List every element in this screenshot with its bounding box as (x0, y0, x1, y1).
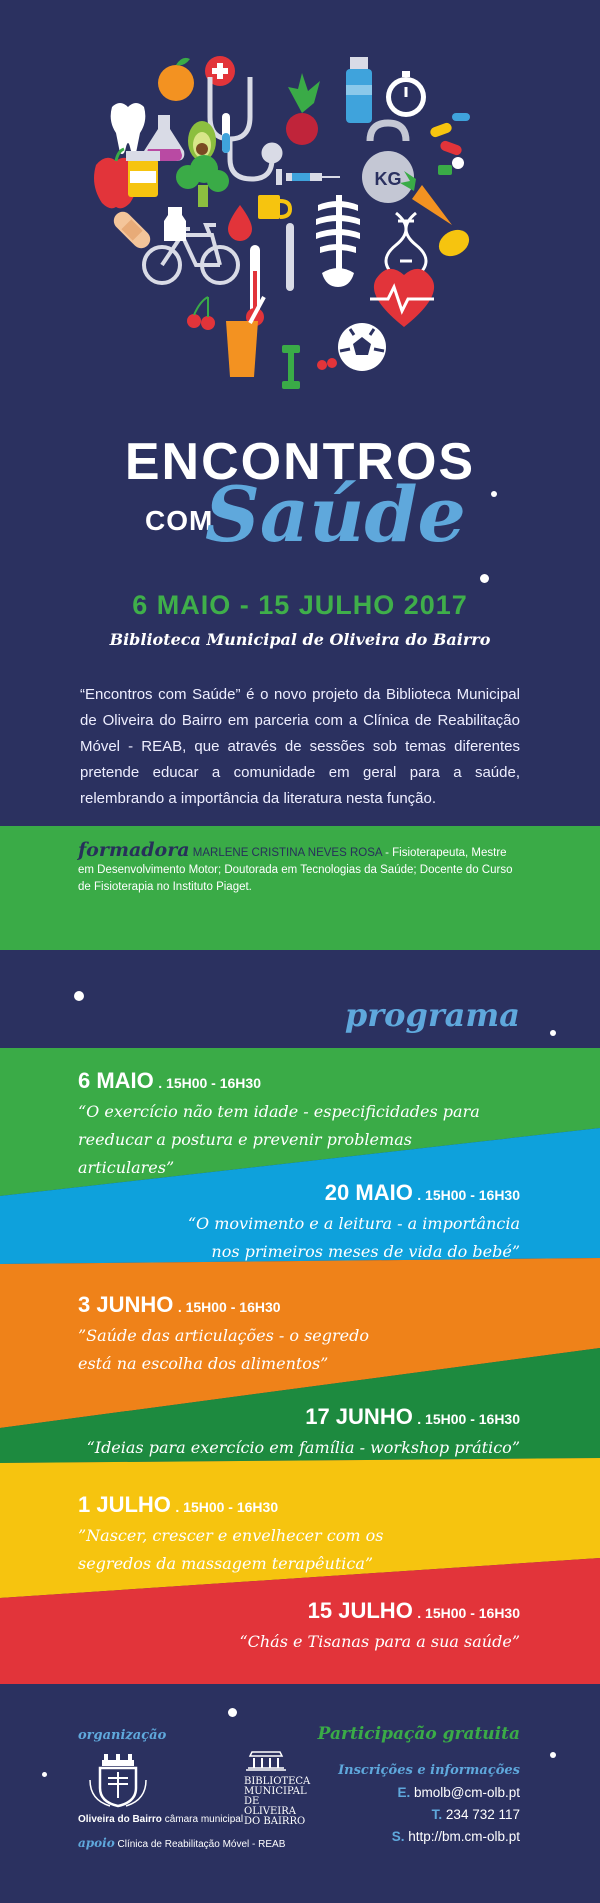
site-value[interactable]: http://bm.cm-olb.pt (404, 1829, 520, 1844)
phone-value[interactable]: 234 732 117 (442, 1807, 520, 1822)
email-label: E. (397, 1785, 411, 1800)
municipio-name: Oliveira do Bairro (78, 1814, 162, 1825)
event-4 (40, 1404, 520, 1462)
event-3 (78, 1292, 558, 1378)
biblioteca-text (244, 1777, 314, 1827)
water-bottle-icon (346, 57, 372, 123)
decorative-dot (550, 1752, 556, 1758)
contact-site[interactable] (338, 1826, 520, 1848)
milk-icon (164, 207, 186, 241)
event-talk: ”Saúde das articulações - o segredo está na escolha dos alimentos” (78, 1326, 369, 1373)
event-talk: ”Nascer, crescer e envelhecer com os segredos da massagem terapêutica” (78, 1526, 384, 1573)
municipal-coat-of-arms-icon (88, 1750, 148, 1808)
programa-title: programa (344, 996, 520, 1034)
contact-phone[interactable] (338, 1804, 520, 1826)
trainer-info (78, 839, 520, 896)
event-talk: “Chás e Tisanas para a sua saúde” (239, 1632, 520, 1651)
title-com: COM (145, 505, 214, 536)
decorative-dot (228, 1708, 237, 1717)
event-time: . 15H00 - 16H30 (417, 1187, 520, 1203)
intro-paragraph: “Encontros com Saúde” é o novo projeto da Biblioteca Municipal de Oliveira do Bairro em parceria com a Clínica de Reabilitação Móvel - REAB, que através de sessões sob temas diferentes pretende educar a comunidade em geral para a saúde, relembrando a importância da literatura nesta função. (80, 686, 520, 807)
trainer-label: formadora (78, 839, 190, 861)
phone-label: T. (431, 1807, 443, 1822)
event-dates: 6 MAIO - 15 JULHO 2017 (132, 590, 468, 620)
participacao-gratuita: Participação gratuita (317, 1724, 520, 1744)
biblioteca-line: MUNICIPAL (244, 1786, 307, 1797)
mug-icon (258, 195, 290, 219)
stethoscope-icon (210, 77, 280, 179)
event-time: . 15H00 - 16H30 (417, 1605, 520, 1621)
event-6 (40, 1598, 520, 1656)
decorative-dot (480, 574, 489, 583)
beet-icon (286, 73, 320, 145)
site-label: S. (391, 1829, 405, 1844)
kettlebell-icon (362, 123, 414, 203)
event-time: . 15H00 - 16H30 (417, 1411, 520, 1427)
test-tube-icon (222, 113, 230, 153)
dna-icon (386, 213, 426, 277)
biblioteca-line: DE OLIVEIRA (244, 1796, 297, 1817)
contact-info (338, 1760, 520, 1848)
biblioteca-logo (244, 1750, 314, 1827)
cherries-icon (187, 297, 215, 330)
apoio-label: apoio (78, 1836, 115, 1850)
event-date: 15 JULHO (307, 1598, 413, 1623)
decorative-dot (42, 1772, 47, 1777)
apoio-text: Clínica de Reabilitação Móvel - REAB (114, 1839, 286, 1850)
decorative-dot (550, 1030, 556, 1036)
event-date: 6 MAIO (78, 1068, 154, 1093)
tooth-icon (111, 103, 146, 154)
bandage-icon (110, 208, 154, 252)
event-date: 1 JULHO (78, 1492, 171, 1517)
event-5 (78, 1492, 558, 1578)
health-icons-heart (90, 45, 510, 390)
event-2 (40, 1180, 520, 1266)
contact-email[interactable] (338, 1782, 520, 1804)
email-value[interactable]: bmolb@cm-olb.pt (410, 1785, 520, 1800)
biblioteca-line: BIBLIOTECA (244, 1776, 311, 1787)
municipio (78, 1814, 243, 1825)
svg-text:KG: KG (374, 169, 402, 189)
event-date: 20 MAIO (324, 1180, 413, 1205)
organizacao-label: organização (78, 1728, 167, 1743)
pills-icon (429, 113, 470, 175)
dumbbell-icon (282, 345, 300, 389)
decorative-dot (491, 491, 497, 497)
event-time: . 15H00 - 16H30 (175, 1499, 279, 1515)
orange-icon (158, 58, 194, 101)
lemon-icon (434, 225, 474, 262)
skeleton-icon (316, 195, 360, 287)
event-talk: “Ideias para exercício em família - workshop prático” (86, 1438, 520, 1457)
broccoli-icon (176, 155, 229, 207)
drop-icon (228, 205, 252, 241)
biblioteca-line: DO BAIRRO (244, 1816, 306, 1827)
event-date: 17 JUNHO (305, 1404, 413, 1429)
event-talk: “O exercício não tem idade - especificidades para reeducar a postura e prevenir problemas articulares” (78, 1102, 480, 1177)
event-talk: “O movimento e a leitura - a importância nos primeiros meses de vida do bebé” (187, 1214, 520, 1261)
juice-icon (226, 297, 264, 377)
title-encontros: ENCONTROS (124, 433, 476, 491)
event-time: . 15H00 - 16H30 (158, 1075, 261, 1091)
trainer-description: - Fisioterapeuta, Mestre em Desenvolvimento Motor; Doutorada em Tecnologias da Saúde; Docente do Curso de Fisioterapia no Instituto Piaget. (78, 847, 513, 893)
pill-bottle-icon (126, 151, 160, 197)
bicycle-icon (144, 225, 238, 283)
apoio (78, 1836, 285, 1850)
tongue-depressor-icon (286, 223, 294, 291)
avocado-icon (188, 121, 216, 161)
event-time: . 15H00 - 16H30 (177, 1299, 281, 1315)
title-saude: Saúde (205, 470, 466, 559)
decorative-dot (74, 991, 84, 1001)
venue: Biblioteca Municipal de Oliveira do Bairro (109, 630, 491, 649)
event-date: 3 JUNHO (78, 1292, 174, 1317)
small-cherries-icon (317, 358, 337, 370)
library-building-icon (244, 1750, 288, 1772)
stopwatch-icon (386, 71, 426, 117)
event-1 (78, 1068, 558, 1182)
heart-rate-icon (370, 269, 434, 327)
inscricoes-label: Inscrições e informações (338, 1763, 520, 1778)
football-icon (338, 323, 386, 371)
syringe-icon (276, 169, 340, 185)
municipio-sub: câmara municipal (161, 1814, 244, 1825)
trainer-name: MARLENE CRISTINA NEVES ROSA (192, 847, 382, 859)
